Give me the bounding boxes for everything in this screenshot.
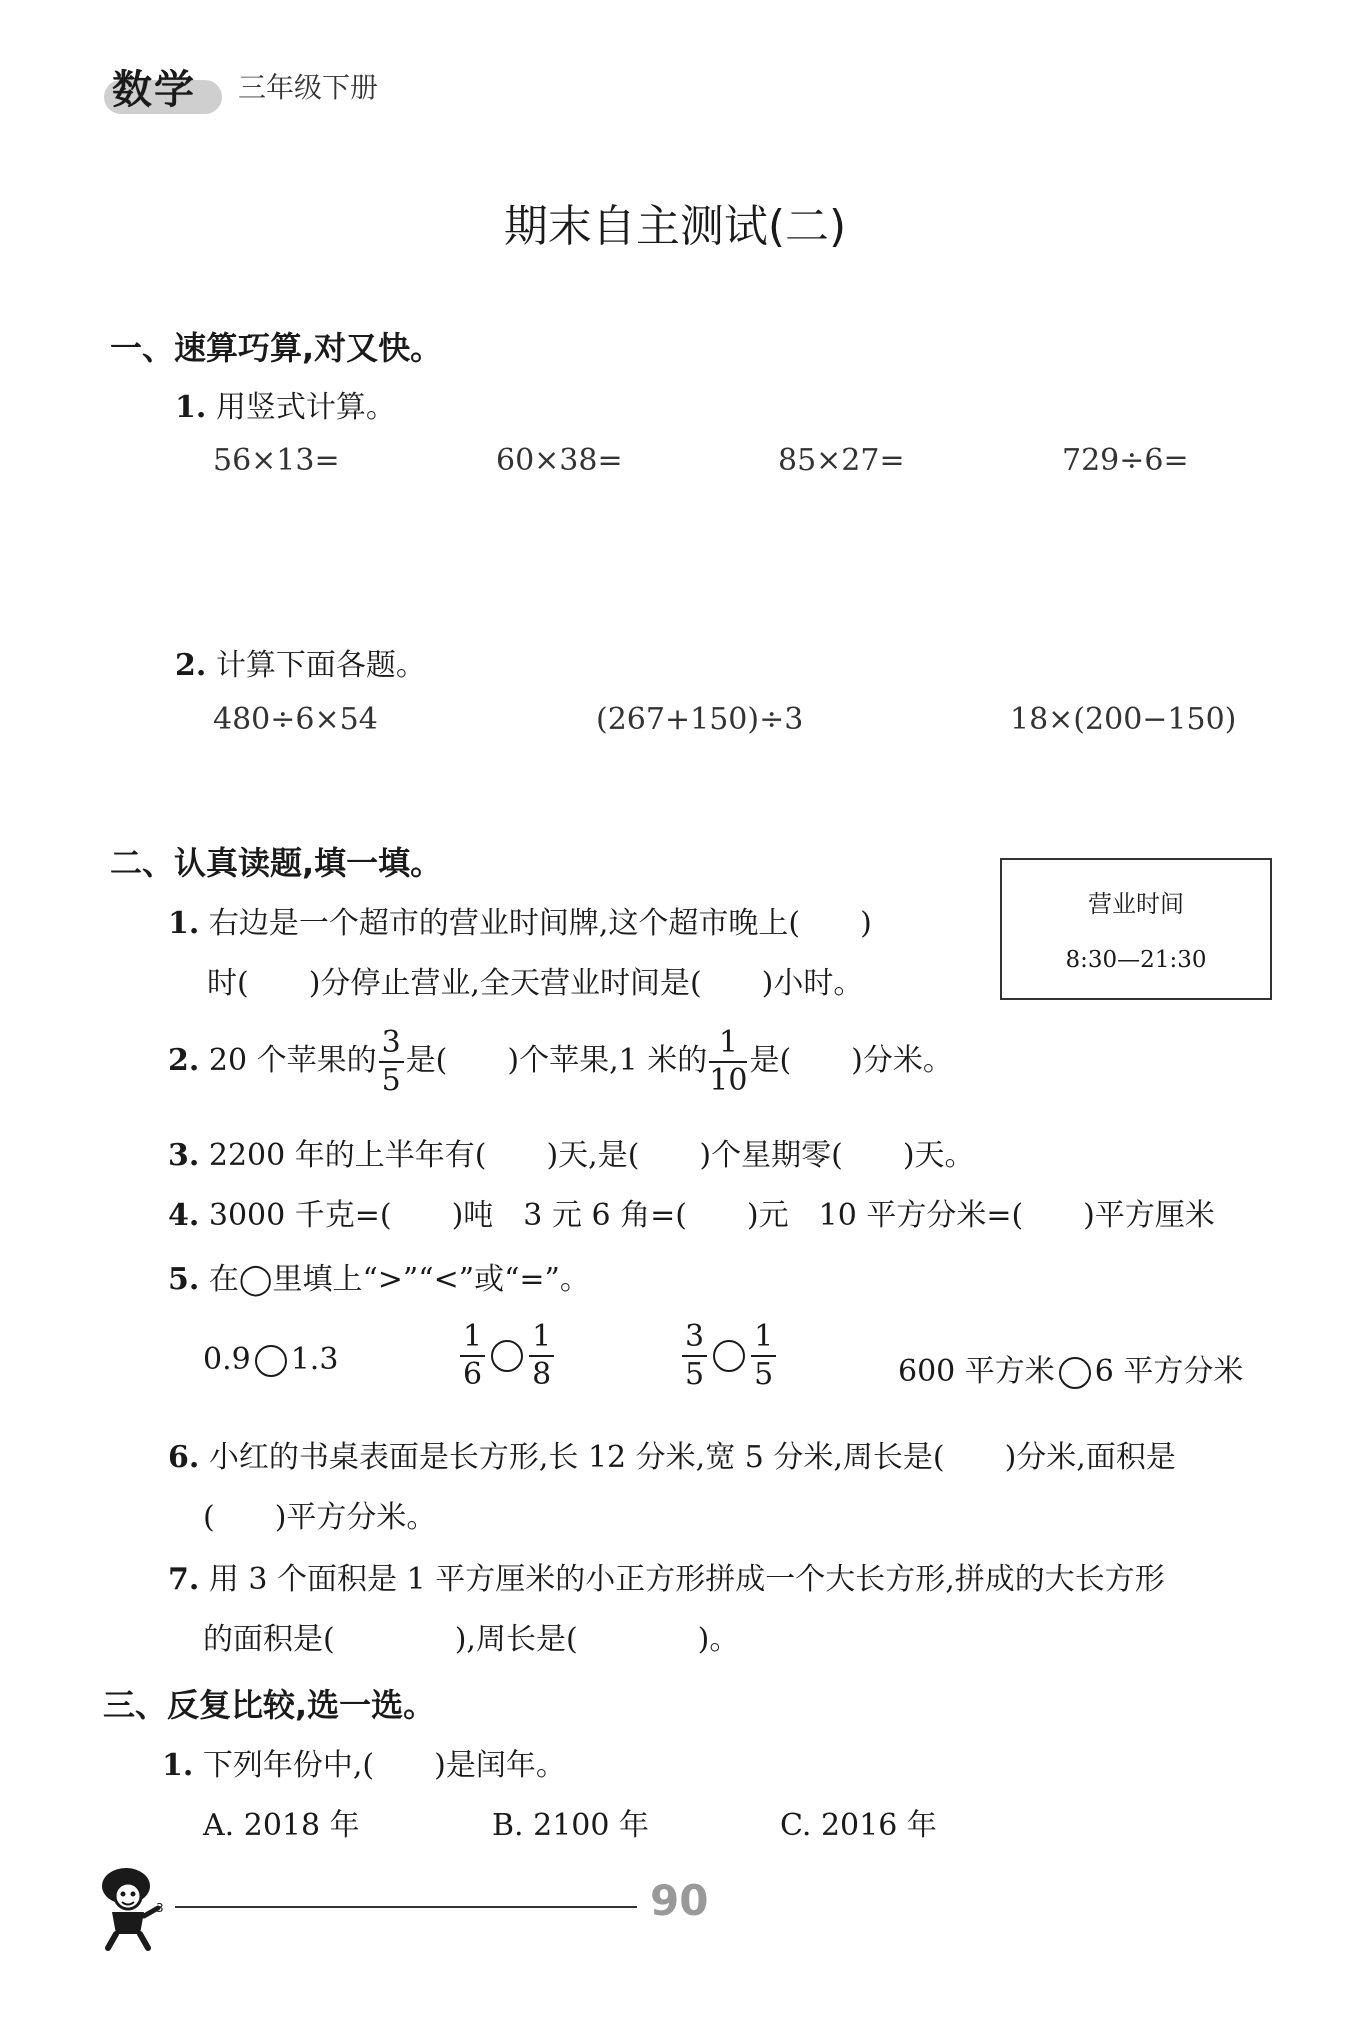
s1-q1-expr-4: 729÷6= [1062,443,1189,478]
s2-q6-text1: 小红的书桌表面是长方形,长 12 分米,宽 5 分米,周长是( )分米,面积是 [208,1440,1176,1475]
footer-line [175,1906,637,1908]
s3-q1-option-b: B. 2100 年 [492,1808,650,1843]
compare-1: 0.9 1.3 [203,1342,339,1377]
s1-q2-text: 计算下面各题。 [215,648,426,683]
s2-q4-text: 3000 千克=( )吨 3 元 6 角=( )元 10 平方分米=( )平方厘米 [208,1198,1215,1233]
header-grade: 三年级下册 [238,71,379,104]
s2-q5 [168,1254,590,1298]
s1-q2-expr-1: 480÷6×54 [213,702,378,737]
s2-q2-part3: 是( )分米。 [749,1043,953,1078]
compare-circle [491,1340,523,1372]
fraction-3-5: $\frac{3}{5}$ [379,1028,404,1096]
s1-q2-expr-2: (267+150)÷3 [596,702,804,737]
compare-circle [1059,1357,1091,1389]
s3-q1-option-c: C. 2016 年 [780,1808,937,1843]
s2-q3-num: 3. [168,1138,200,1173]
s2-q1-line1 [168,898,872,942]
s2-q7-text1: 用 3 个面积是 1 平方厘米的小正方形拼成一个大长方形,拼成的大长方形 [208,1562,1165,1597]
s2-q4-num: 4. [168,1198,200,1233]
s1-q1 [175,382,396,426]
business-hours-title: 营业时间 [1088,890,1184,918]
header-subject: 数学 [112,67,196,113]
s3-q1-num: 1. [162,1748,194,1783]
page-title: 期末自主测试(二) [503,201,847,252]
business-hours-sign [1000,858,1272,1000]
s2-q6-num: 6. [168,1440,200,1475]
s1-q2-num: 2. [175,648,207,683]
s3-q1-text: 下列年份中,( )是闰年。 [202,1748,566,1783]
s2-q1-line2: 时( )分停止营业,全天营业时间是( )小时。 [207,966,864,1001]
s2-q5-text: 在◯里填上“>”“<”或“=”。 [208,1262,590,1297]
s2-q2-part2: 是( )个苹果,1 米的 [405,1043,708,1078]
section2-heading: 二、认真读题,填一填。 [110,844,443,882]
s2-q3-text: 2200 年的上半年有( )天,是( )个星期零( )天。 [208,1138,975,1173]
s2-q1-num: 1. [168,906,200,941]
s2-q7-line2: 的面积是( ),周长是( )。 [203,1622,740,1657]
s2-q4 [168,1190,1215,1234]
compare-2: $\frac{1}{6}$ $\frac{1}{8}$ [458,1322,556,1390]
s2-q6-line2: ( )平方分米。 [203,1500,437,1535]
s2-q1-text1: 右边是一个超市的营业时间牌,这个超市晚上( ) [208,906,872,941]
section3-heading: 三、反复比较,选一选。 [103,1686,436,1724]
s2-q7-line1 [168,1554,1165,1598]
s1-q2 [175,640,426,684]
s1-q2-expr-3: 18×(200−150) [1010,702,1237,737]
s2-q2-num: 2. [168,1043,200,1078]
compare-3: $\frac{3}{5}$ $\frac{1}{5}$ [680,1322,778,1390]
compare-4: 600 平方米 6 平方分米 [898,1354,1244,1389]
fraction-1-10: $\frac{1}{10}$ [709,1025,748,1098]
s2-q7-num: 7. [168,1562,200,1597]
svg-text:3: 3 [156,1901,164,1915]
s2-q6-line1 [168,1432,1176,1476]
section1-heading: 一、速算巧算,对又快。 [110,329,443,367]
s3-q1-option-a: A. 2018 年 [203,1808,360,1843]
s1-q1-expr-1: 56×13= [213,443,340,478]
s1-q1-num: 1. [175,390,207,425]
s1-q1-expr-3: 85×27= [778,443,905,478]
s2-q2-part1: 20 个苹果的 [208,1043,377,1078]
s3-q1 [162,1740,566,1784]
s1-q1-expr-2: 60×38= [496,443,623,478]
s2-q5-num: 5. [168,1262,200,1297]
compare-circle [255,1345,287,1377]
s1-q1-text: 用竖式计算。 [215,390,396,425]
business-hours-time: 8:30—21:30 [1065,947,1207,973]
page-number: 90 [650,1876,709,1925]
compare-circle [713,1340,745,1372]
s2-q3 [168,1130,975,1174]
s2-q2 [168,1025,953,1098]
cartoon-mascot-icon [88,1862,172,1954]
